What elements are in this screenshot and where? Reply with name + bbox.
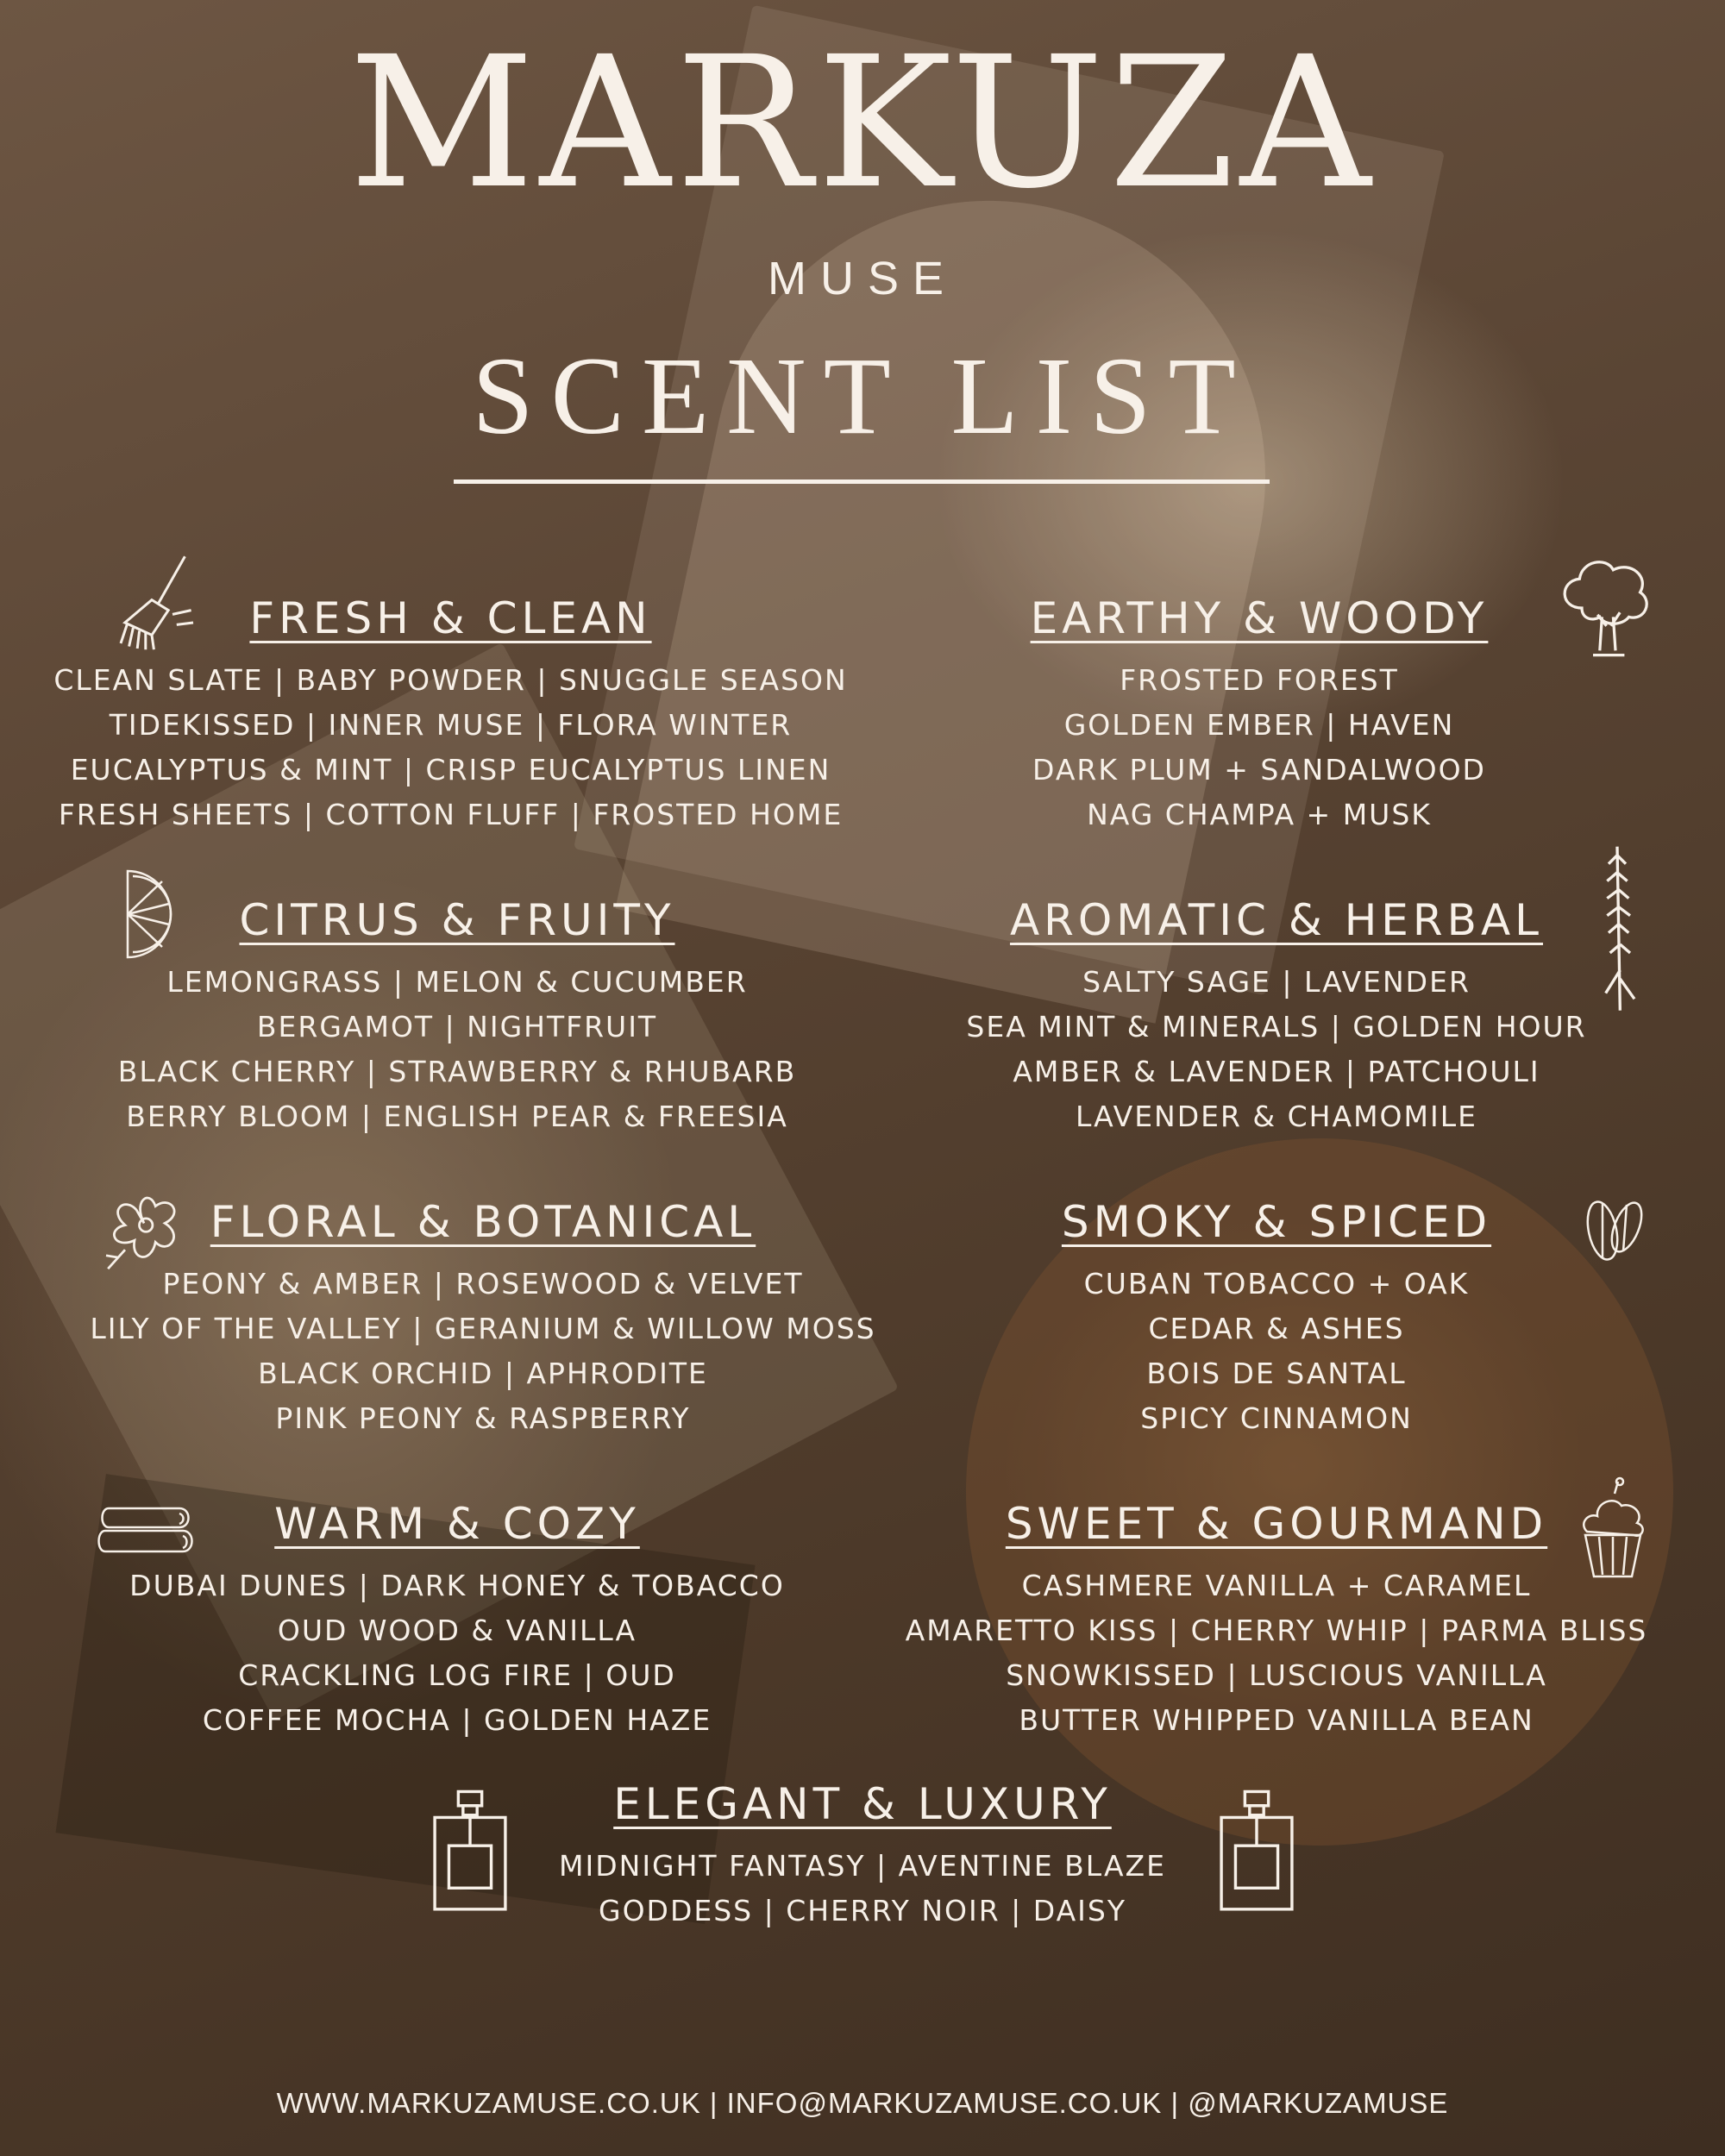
scent-list <box>914 960 1639 1139</box>
scent-line: FRESH SHEETS | COTTON FLUFF | FROSTED HOME <box>58 798 844 831</box>
scent-line: CLEAN SLATE | BABY POWDER | SNUGGLE SEASON <box>53 663 848 697</box>
page-title: SCENT LIST <box>472 335 1253 457</box>
scent-line: BERGAMOT | NIGHTFRUIT <box>256 1010 658 1044</box>
tree-icon <box>1548 552 1660 664</box>
cupcake-icon <box>1570 1475 1656 1587</box>
section-title: SWEET & GOURMAND <box>1005 1499 1548 1549</box>
section-title: EARTHY & WOODY <box>1030 593 1489 643</box>
scent-line: COFFEE MOCHA | GOLDEN HAZE <box>202 1703 712 1737</box>
scent-list <box>69 1262 897 1441</box>
section-elegant-luxury <box>518 1781 1208 1934</box>
scent-line: BERRY BLOOM | ENGLISH PEAR & FREESIA <box>126 1100 788 1133</box>
section-title: CITRUS & FRUITY <box>239 895 675 945</box>
scent-line: EUCALYPTUS & MINT | CRISP EUCALYPTUS LINEN <box>70 753 831 787</box>
scent-list <box>518 1844 1208 1934</box>
scent-list <box>52 658 850 837</box>
scent-line: FROSTED FOREST <box>1120 663 1399 697</box>
citrus-slice-icon <box>110 862 197 966</box>
scent-list <box>888 1564 1665 1743</box>
footer-contact: WWW.MARKUZAMUSE.CO.UK | INFO@MARKUZAMUSE.CO.UK | @MARKUZAMUSE <box>276 2087 1449 2119</box>
scent-list <box>121 1564 794 1743</box>
scent-line: SALTY SAGE | LAVENDER <box>1082 965 1471 999</box>
section-title: SMOKY & SPICED <box>1061 1197 1492 1247</box>
section-floral-botanical <box>69 1199 897 1441</box>
section-title: ELEGANT & LUXURY <box>613 1779 1112 1829</box>
lavender-sprig-icon <box>1587 841 1647 1013</box>
scent-line: DARK PLUM + SANDALWOOD <box>1032 753 1486 787</box>
scent-line: AMARETTO KISS | CHERRY WHIP | PARMA BLISS <box>905 1614 1648 1647</box>
scent-line: CRACKLING LOG FIRE | OUD <box>238 1658 676 1692</box>
title-divider <box>454 479 1270 484</box>
scent-line: BOIS DE SANTAL <box>1146 1357 1407 1390</box>
section-title: FLORAL & BOTANICAL <box>210 1197 756 1247</box>
perfume-bottle-icon <box>1209 1787 1304 1916</box>
scent-line: SEA MINT & MINERALS | GOLDEN HOUR <box>966 1010 1587 1044</box>
scent-line: SNOWKISSED | LUSCIOUS VANILLA <box>1006 1658 1547 1692</box>
scent-line: BLACK ORCHID | APHRODITE <box>258 1357 708 1390</box>
scent-line: LAVENDER & CHAMOMILE <box>1076 1100 1477 1133</box>
scent-line: MIDNIGHT FANTASY | AVENTINE BLAZE <box>559 1849 1166 1883</box>
scent-line: AMBER & LAVENDER | PATCHOULI <box>1013 1055 1540 1088</box>
scent-line: TIDEKISSED | INNER MUSE | FLORA WINTER <box>109 708 793 742</box>
brand-subtitle: MUSE <box>767 253 957 304</box>
scent-line: GODDESS | CHERRY NOIR | DAISY <box>599 1894 1126 1927</box>
scent-line: GOLDEN EMBER | HAVEN <box>1063 708 1455 742</box>
scent-line: CUBAN TOBACCO + OAK <box>1083 1267 1470 1300</box>
scent-line: BUTTER WHIPPED VANILLA BEAN <box>1019 1703 1534 1737</box>
scent-list <box>966 1262 1587 1441</box>
brand-logo: MARKUZA <box>348 17 1377 229</box>
section-sweet-gourmand <box>888 1501 1665 1743</box>
scent-line: NAG CHAMPA + MUSK <box>1087 798 1432 831</box>
scent-line: DUBAI DUNES | DARK HONEY & TOBACCO <box>129 1569 785 1602</box>
scent-line: SPICY CINNAMON <box>1140 1401 1413 1435</box>
cardamom-icon <box>1570 1186 1656 1272</box>
section-title: AROMATIC & HERBAL <box>1009 895 1544 945</box>
scent-line: LEMONGRASS | MELON & CUCUMBER <box>166 965 748 999</box>
scent-line: BLACK CHERRY | STRAWBERRY & RHUBARB <box>117 1055 797 1088</box>
section-title: FRESH & CLEAN <box>249 593 652 643</box>
scent-line: PEONY & AMBER | ROSEWOOD & VELVET <box>162 1267 804 1300</box>
flower-icon <box>97 1181 191 1276</box>
scent-line: LILY OF THE VALLEY | GERANIUM & WILLOW MOSS <box>90 1312 876 1345</box>
scent-line: OUD WOOD & VANILLA <box>277 1614 637 1647</box>
scent-line: CEDAR & ASHES <box>1148 1312 1405 1345</box>
section-earthy-woody <box>949 595 1570 837</box>
section-citrus-fruity <box>112 897 802 1139</box>
folded-blanket-icon <box>97 1496 200 1565</box>
section-aromatic-herbal <box>914 897 1639 1139</box>
section-warm-cozy <box>121 1501 794 1743</box>
section-smoky-spiced <box>966 1199 1587 1441</box>
mop-icon <box>110 550 214 654</box>
scent-line: PINK PEONY & RASPBERRY <box>275 1401 691 1435</box>
scent-line: CASHMERE VANILLA + CARAMEL <box>1021 1569 1532 1602</box>
section-title: WARM & COZY <box>274 1499 640 1549</box>
perfume-bottle-icon <box>423 1787 518 1916</box>
scent-list <box>112 960 802 1139</box>
scent-list <box>949 658 1570 837</box>
